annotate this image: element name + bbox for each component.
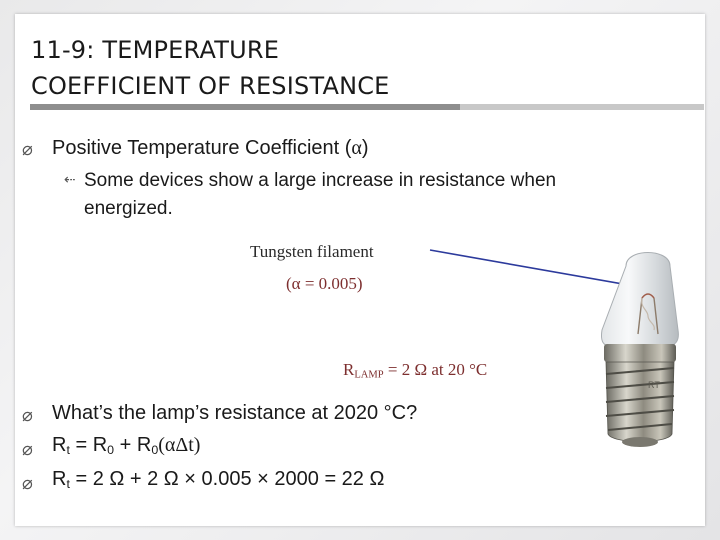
bullet-icon: ⌀ <box>22 405 33 426</box>
eq2-t: t <box>66 477 70 492</box>
eq1-r: R <box>52 434 67 456</box>
eq2-rest: = 2 Ω + 2 Ω × 0.005 × 2000 = 22 Ω <box>69 468 385 490</box>
bullet-equation-2 <box>52 464 384 499</box>
bullet-icon: ⌀ <box>22 439 33 460</box>
bullet-text: Positive Temperature Coefficient ( <box>52 137 352 159</box>
alpha-symbol: α <box>351 137 362 159</box>
eq1-0a: 0 <box>107 443 115 458</box>
eq1-paren: (αΔt) <box>158 434 201 456</box>
title-line-2: COEFFICIENT OF RESISTANCE <box>31 72 390 100</box>
bullet-question: What’s the lamp’s resistance at 2020 °C? <box>52 402 418 424</box>
figure-alpha-value: (α = 0.005) <box>286 274 363 293</box>
rlamp-r: R <box>343 360 355 379</box>
sub-bullet-line-1: Some devices show a large increase in resistance when <box>84 170 557 191</box>
bullet-equation-1 <box>52 430 200 465</box>
light-bulb-image <box>568 238 718 458</box>
bullet-text-close: ) <box>361 137 369 159</box>
eq1-mid: = R <box>69 434 108 456</box>
sub-bullet-icon: ⇠ <box>64 172 76 188</box>
title-line-1: 11-9: TEMPERATURE <box>31 36 280 64</box>
figure-label-tungsten: Tungsten filament <box>250 242 374 261</box>
bulb-base-text: RT <box>648 380 660 390</box>
rlamp-rest: = 2 Ω at 20 °C <box>383 360 488 379</box>
bullet-icon: ⌀ <box>22 139 33 160</box>
bullet-icon: ⌀ <box>22 473 33 494</box>
sub-bullet-line-2: energized. <box>84 198 173 219</box>
rlamp-sub: LAMP <box>354 369 384 381</box>
eq1-t: t <box>66 443 70 458</box>
eq1-plus: + R <box>114 434 152 456</box>
eq2-r: R <box>52 468 67 490</box>
eq1-0b: 0 <box>151 443 159 458</box>
